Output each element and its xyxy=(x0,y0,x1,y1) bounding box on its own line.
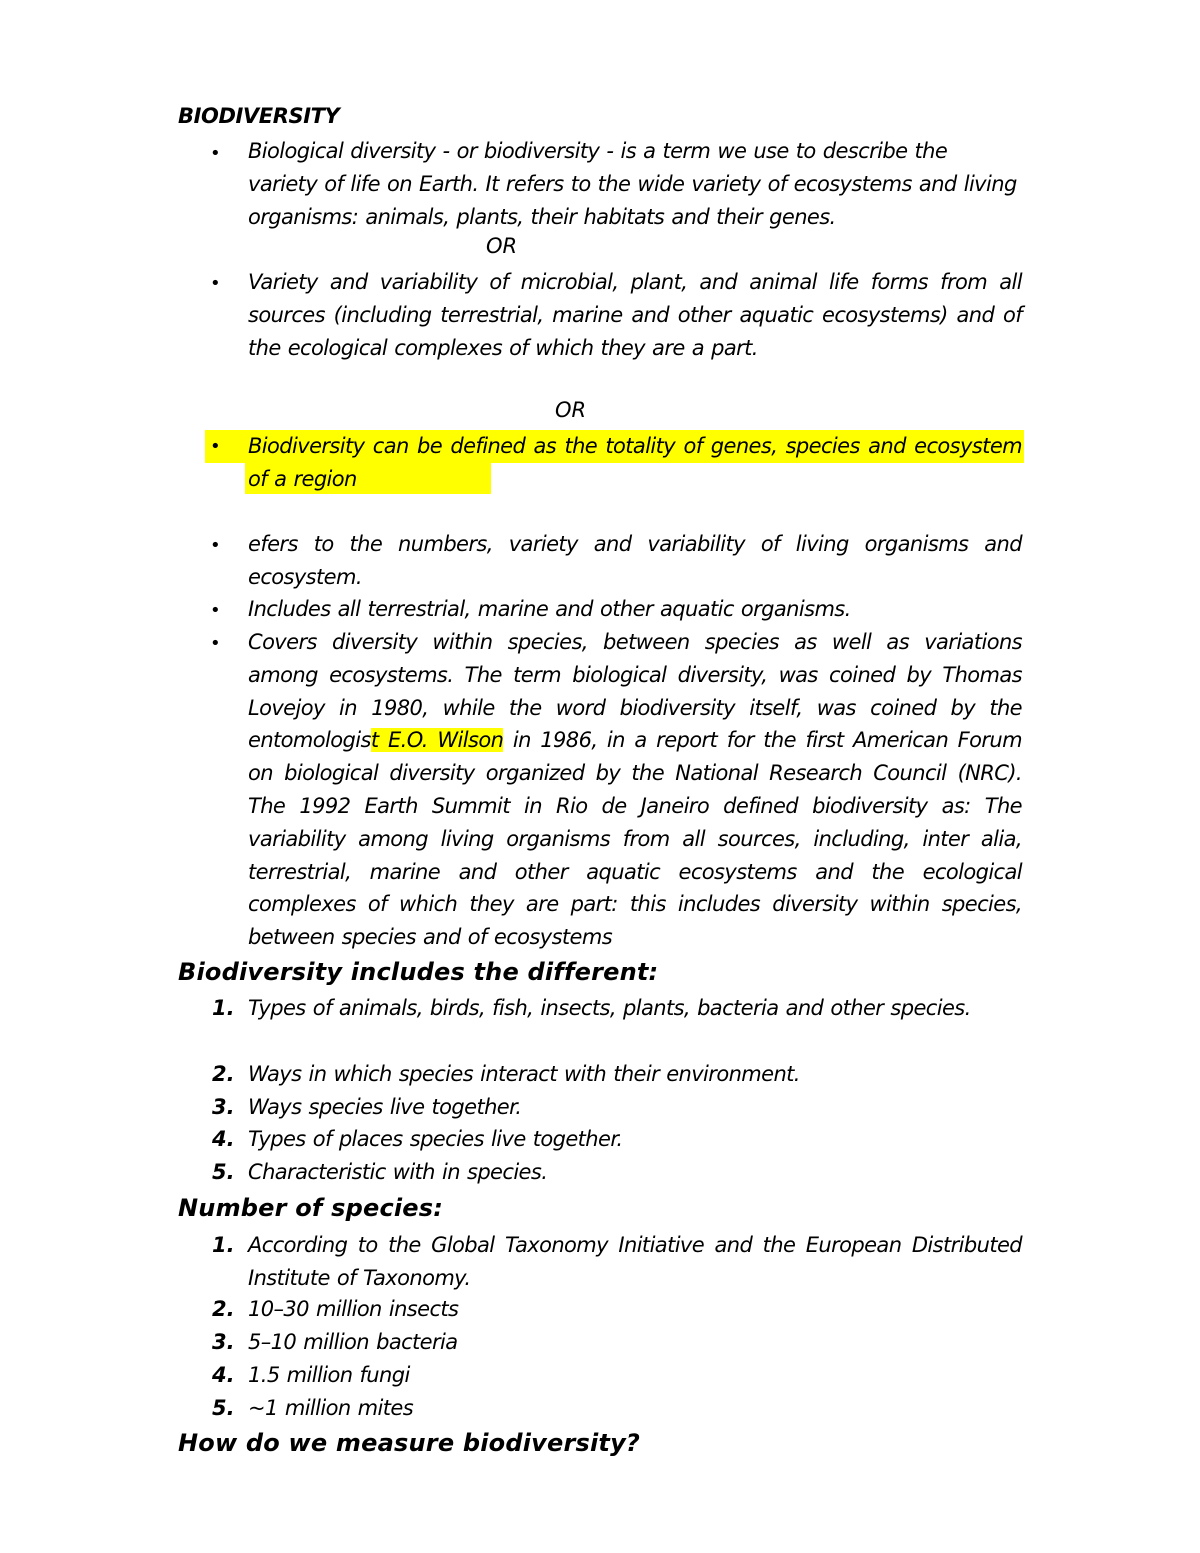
definition-6-part-1: Covers diversity within species, between species as well as variations among ecosystems. The term biological diversity, was coined by Thomas Lovejoy in 1980, while the word biodiversity itself, was coined by the entomologis xyxy=(248,630,1022,753)
list-item: According to the Global Taxonomy Initiative and the European Distributed Institute of Taxonomy. xyxy=(248,1233,1022,1290)
bullet-glyph: • xyxy=(210,143,221,164)
list-number: 2. xyxy=(212,1297,235,1321)
or-separator-2: OR xyxy=(555,398,587,422)
list-item: 1.5 million fungi xyxy=(248,1363,410,1387)
list-number: 4. xyxy=(212,1127,235,1151)
list-item: 5–10 million bacteria xyxy=(248,1330,458,1354)
bullet-glyph: • xyxy=(210,633,221,654)
document-title: BIODIVERSITY xyxy=(178,104,340,128)
bullet-glyph: • xyxy=(210,535,221,556)
list-number: 2. xyxy=(212,1062,235,1086)
definition-6 xyxy=(248,626,1022,954)
list-number: 1. xyxy=(212,1233,235,1257)
list-item: Characteristic with in species. xyxy=(248,1160,548,1184)
bullet-glyph: • xyxy=(210,273,221,294)
list-item: Types of animals, birds, fish, insects, plants, bacteria and other species. xyxy=(248,996,971,1020)
or-separator-1: OR xyxy=(486,234,518,258)
bullet-glyph: • xyxy=(210,436,221,457)
list-item: Ways in which species interact with their environment. xyxy=(248,1062,800,1086)
list-number: 5. xyxy=(212,1396,235,1420)
bullet-glyph: • xyxy=(210,600,221,621)
definition-1: Biological diversity - or biodiversity - is a term we use to describe the variety of life on Earth. It refers to the wide variety of ecosystems and living organisms: animals, plants, their habitats and their genes. xyxy=(248,139,1017,229)
section-heading-includes: Biodiversity includes the different: xyxy=(178,958,659,986)
list-number: 1. xyxy=(212,996,235,1020)
definition-6-part-2: in 1986, in a report for the first American Forum on biological diversity organized by the National Research Council (NRC). The 1992 Earth Summit in Rio de Janeiro defined biodiversity as: The variability among living organisms from all sources, including, inter alia, terrestrial, marine and other aquatic ecosystems and the ecological complexes of which they are part: this includes diversity within species, between species and of ecosystems xyxy=(248,728,1022,950)
definition-3-highlighted: Biodiversity can be defined as the totality of genes, species and ecosystem of a region xyxy=(248,434,1022,491)
definition-4: efers to the numbers, variety and variability of living organisms and ecosystem. xyxy=(248,532,1022,589)
list-item: Ways species live together. xyxy=(248,1095,522,1119)
list-number: 5. xyxy=(212,1160,235,1184)
definition-2: Variety and variability of microbial, plant, and animal life forms from all sources (including terrestrial, marine and other aquatic ecosystems) and of the ecological complexes of which they are a part. xyxy=(248,270,1022,360)
list-number: 3. xyxy=(212,1330,235,1354)
list-item: 10–30 million insects xyxy=(248,1297,459,1321)
list-item: Types of places species live together. xyxy=(248,1127,623,1151)
list-number: 4. xyxy=(212,1363,235,1387)
list-item: ~1 million mites xyxy=(248,1396,414,1420)
section-heading-measure: How do we measure biodiversity? xyxy=(178,1429,641,1457)
section-heading-species: Number of species: xyxy=(178,1194,444,1222)
list-number: 3. xyxy=(212,1095,235,1119)
definition-5: Includes all terrestrial, marine and other aquatic organisms. xyxy=(248,597,851,621)
highlight-eo-wilson: t E.O. Wilson xyxy=(370,728,504,753)
